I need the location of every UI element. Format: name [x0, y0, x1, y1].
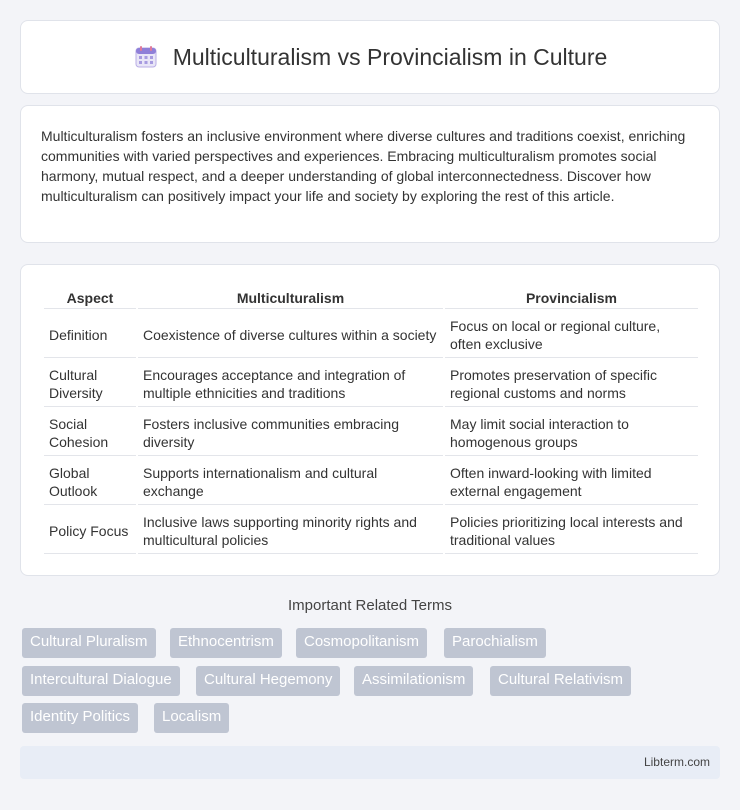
header-provincialism: Provincialism [445, 287, 698, 309]
term-tag[interactable]: Cultural Pluralism [22, 628, 156, 658]
cell-multiculturalism: Supports internationalism and cultural exchange [138, 458, 443, 505]
table-row [44, 409, 698, 456]
cell-multiculturalism: Encourages acceptance and integration of multiple ethnicities and traditions [138, 360, 443, 407]
header-aspect: Aspect [44, 287, 136, 309]
term-tag[interactable]: Intercultural Dialogue [22, 666, 180, 696]
header-multiculturalism: Multiculturalism [138, 287, 443, 309]
table-header-row [44, 287, 698, 309]
table-row [44, 360, 698, 407]
comparison-table [42, 285, 700, 556]
term-tag[interactable]: Localism [154, 703, 229, 733]
term-tag[interactable]: Cosmopolitanism [296, 628, 427, 658]
cell-aspect: Social Cohesion [44, 409, 136, 456]
cell-provincialism: Promotes preservation of specific regional customs and norms [445, 360, 698, 407]
cell-provincialism: Often inward-looking with limited external engagement [445, 458, 698, 505]
term-tag[interactable]: Ethnocentrism [170, 628, 282, 658]
table-row [44, 507, 698, 554]
footer-site-link[interactable]: Libterm.com [643, 755, 710, 769]
header-card [20, 20, 720, 94]
footer [20, 746, 720, 779]
related-terms-title: Important Related Terms [288, 597, 452, 614]
intro-card [20, 105, 720, 243]
term-tag[interactable]: Cultural Hegemony [196, 666, 340, 696]
cell-multiculturalism: Inclusive laws supporting minority rights and multicultural policies [138, 507, 443, 554]
term-tag[interactable]: Identity Politics [22, 703, 138, 733]
table-row [44, 458, 698, 505]
cell-provincialism: Focus on local or regional culture, often exclusive [445, 311, 698, 358]
cell-aspect: Cultural Diversity [44, 360, 136, 407]
cell-multiculturalism: Fosters inclusive communities embracing diversity [138, 409, 443, 456]
calendar-icon [133, 44, 159, 70]
term-tag[interactable]: Parochialism [444, 628, 546, 658]
cell-aspect: Global Outlook [44, 458, 136, 505]
cell-aspect: Definition [44, 311, 136, 358]
comparison-table-card [20, 264, 720, 576]
intro-text: Multiculturalism fosters an inclusive environment where diverse cultures and traditions coexist, enriching communities with varied perspectives and experiences. Embracing multiculturalism promotes social harmony, mutual respect, and a deeper understanding of global interconnectedness. Discover how multiculturalism can positively impact your life and society by exploring the rest of this article. [41, 128, 686, 204]
cell-provincialism: May limit social interaction to homogenous groups [445, 409, 698, 456]
cell-aspect: Policy Focus [44, 507, 136, 554]
term-tag[interactable]: Cultural Relativism [490, 666, 631, 696]
term-tag[interactable]: Assimilationism [354, 666, 473, 696]
table-row [44, 311, 698, 358]
cell-provincialism: Policies prioritizing local interests and traditional values [445, 507, 698, 554]
cell-multiculturalism: Coexistence of diverse cultures within a society [138, 311, 443, 358]
page-title: Multiculturalism vs Provincialism in Culture [172, 43, 608, 70]
